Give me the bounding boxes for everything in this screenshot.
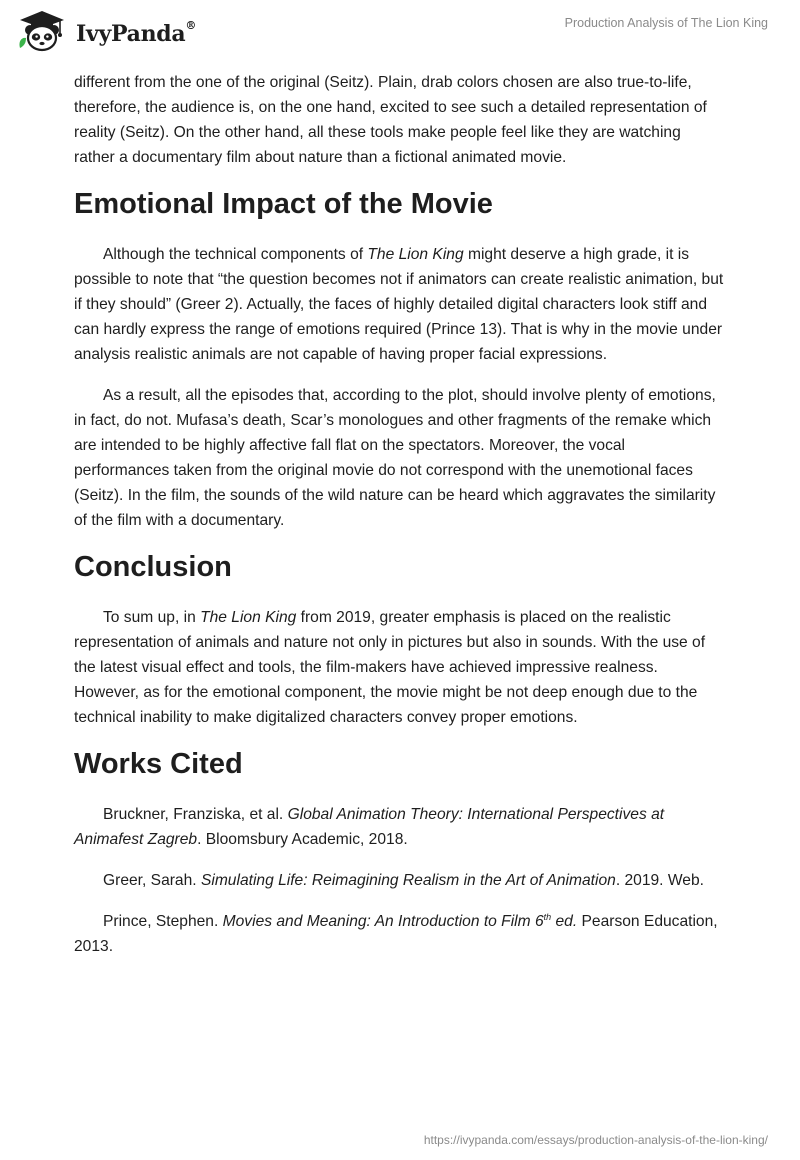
intro-continuation: different from the one of the original (Seitz). Plain, drab colors chosen are also true-to-life, therefore, the audience is, on the one hand, excited to see such a detailed representation of reality (Seitz). On the other hand, all these tools make people feel like they are watching rather a documentary film about nature than a fictional animated movie.	[74, 74, 707, 166]
document-title: Production Analysis of The Lion King	[564, 16, 768, 30]
conclusion-paragraph: To sum up, in The Lion King from 2019, greater emphasis is placed on the realistic representation of animals and nature not only in pictures but also in sounds. With the use of the latest visual effect and tools, the film-makers have achieved impressive realness. However, as for the emotional component, the movie might be not deep enough due to the technical inability to make digitalized characters convey proper emotions.	[74, 609, 706, 726]
essay-body	[74, 70, 724, 975]
ivypanda-logo[interactable]	[14, 8, 204, 54]
heading-conclusion: Conclusion	[74, 551, 232, 583]
heading-works-cited: Works Cited	[74, 748, 243, 780]
citation-prince: Prince, Stephen. Movies and Meaning: An Introduction to Film 6th ed. Pearson Education, 2013.	[74, 911, 718, 955]
emotional-paragraph-1: Although the technical components of The Lion King might deserve a high grade, it is possible to note that “the question becomes not if animators can create realistic animation, but if they should” (Greer 2). Actually, the faces of highly detailed digital characters look stiff and can hardly express the range of emotions required (Prince 13). That is why in the movie under analysis realistic animals are not capable of having proper facial expressions.	[74, 246, 724, 363]
page-header	[0, 0, 800, 66]
citation-greer: Greer, Sarah. Simulating Life: Reimagining Realism in the Art of Animation. 2019. Web.	[103, 872, 704, 889]
emotional-paragraph-2: As a result, all the episodes that, according to the plot, should involve plenty of emotions, in fact, do not. Mufasa’s death, Scar’s monologues and other fragments of the remake which are intended to be highly affective fall flat on the spectators. Moreover, the vocal performances taken from the original movie do not correspond with the unemotional faces (Seitz). In the film, the sounds of the wild nature can be heard which aggravates the similarity of the film with a documentary.	[74, 387, 716, 529]
panda-graduate-icon	[14, 8, 70, 54]
citation-bruckner: Bruckner, Franziska, et al. Global Animation Theory: International Perspectives at Animafest Zagreb. Bloomsbury Academic, 2018.	[74, 806, 665, 848]
brand-name: IvyPanda®	[76, 19, 197, 47]
source-url[interactable]: https://ivypanda.com/essays/production-analysis-of-the-lion-king/	[423, 1133, 768, 1147]
heading-emotional-impact: Emotional Impact of the Movie	[74, 188, 493, 220]
